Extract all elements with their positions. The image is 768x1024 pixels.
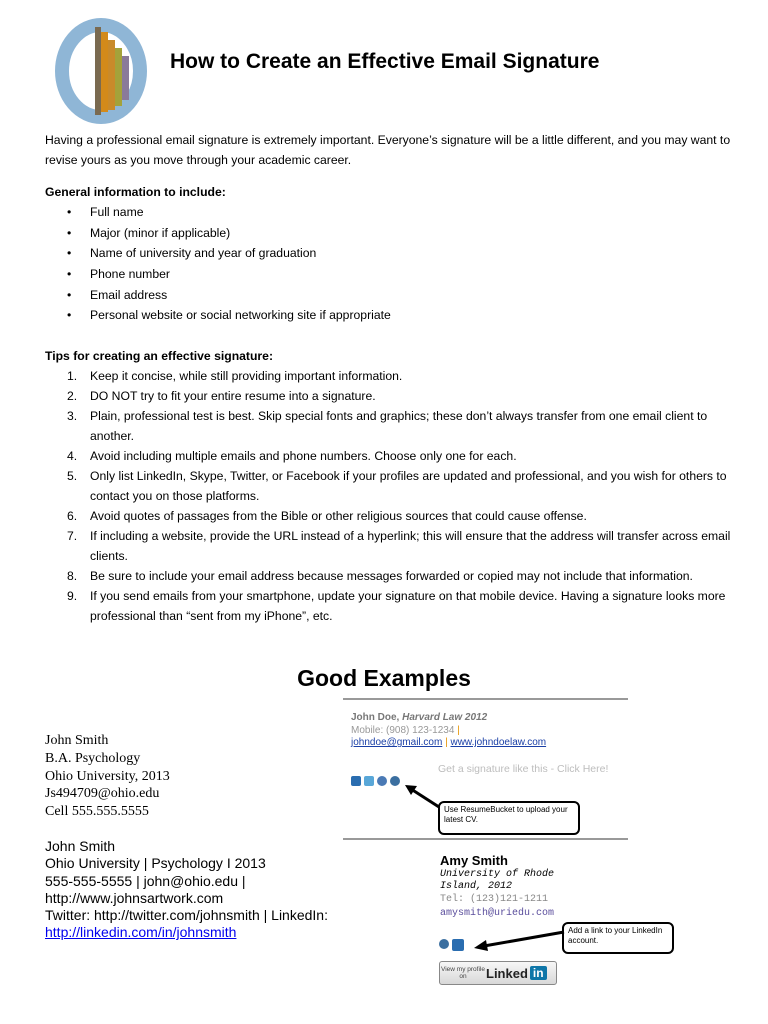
list-item: • Phone number xyxy=(45,264,735,285)
intro-paragraph: Having a professional email signature is extremely important. Everyone’s signature will be a little different, and you may want to revise yours as you move through your academic career. xyxy=(45,133,731,167)
list-number: 4. xyxy=(67,449,78,463)
list-item xyxy=(45,386,735,406)
list-item xyxy=(45,566,735,586)
list-text: Plain, professional test is best. Skip special fonts and graphics; these don’t always transfer from one email client to another. xyxy=(90,409,708,443)
general-info-heading: General information to include: xyxy=(45,185,226,199)
list-number: 8. xyxy=(67,569,78,583)
sig-name: John Smith xyxy=(45,733,109,748)
list-text: If you send emails from your smartphone, update your signature on that mobile device. Having a signature looks more professional than “sent from my iPhone”, etc. xyxy=(90,589,726,623)
list-item: • Name of university and year of graduation xyxy=(45,243,735,264)
list-item xyxy=(45,526,735,566)
list-item xyxy=(45,586,735,626)
list-number: 6. xyxy=(67,509,78,523)
list-text: Be sure to include your email address because messages forwarded or copied may not include that information. xyxy=(90,569,693,583)
list-number: 3. xyxy=(67,409,78,423)
page-title: How to Create an Effective Email Signature xyxy=(170,50,600,73)
linkedin-icon[interactable] xyxy=(452,939,464,951)
sig-email[interactable]: amysmith@uriedu.com xyxy=(440,908,555,919)
sig-social: Twitter: http://twitter.com/johnsmith | LinkedIn: xyxy=(45,907,328,924)
sig-website: http://www.johnsartwork.com xyxy=(45,889,224,906)
sig-phone: Tel: (123)121-1211 xyxy=(440,894,549,905)
website-link[interactable]: www.johndoelaw.com xyxy=(450,737,547,748)
general-info-list xyxy=(45,202,735,326)
list-item: • Email address xyxy=(45,285,735,306)
list-number: 5. xyxy=(67,469,78,483)
tips-heading: Tips for creating an effective signature: xyxy=(45,349,274,363)
sig-school: University of Rhode Island, 2012 xyxy=(440,869,555,892)
list-item: • Personal website or social networking site if appropriate xyxy=(45,305,735,326)
list-number: 9. xyxy=(67,589,78,603)
sig-school: Ohio University | Psychology I 2013 xyxy=(45,855,266,872)
sig-email: Js494709@ohio.edu xyxy=(45,786,160,802)
list-text: Avoid quotes of passages from the Bible or other religious sources that could cause offense. xyxy=(90,509,587,523)
email-link[interactable]: johndoe@gmail.com xyxy=(351,737,443,748)
resumebucket-icon[interactable] xyxy=(439,939,449,949)
linkedin-icon[interactable] xyxy=(351,776,361,786)
separator: | xyxy=(445,737,448,748)
signature-sample-john-doe xyxy=(343,698,628,840)
separator: | xyxy=(457,725,460,736)
sig-mobile-text: Mobile: (908) 123-1234 xyxy=(351,725,455,736)
social-icons xyxy=(439,939,464,951)
university-logo xyxy=(55,18,147,124)
list-item xyxy=(45,446,735,466)
callout-resumebucket: Use ResumeBucket to upload your latest CV. xyxy=(438,801,580,835)
linkedin-link[interactable]: http://linkedin.com/in/johnsmith xyxy=(45,924,237,941)
sig-school: Ohio University, 2013 xyxy=(45,768,170,784)
sig-mobile xyxy=(351,725,460,736)
example-signature-1 xyxy=(45,732,170,821)
badge-wordmark: Linked xyxy=(486,965,528,981)
example-signature-2 xyxy=(45,838,328,942)
social-icons xyxy=(351,776,400,786)
list-item xyxy=(45,406,735,446)
arrow-icon xyxy=(405,783,441,809)
sig-contact: 555-555-5555 | john@ohio.edu | xyxy=(45,872,246,889)
list-number: 1. xyxy=(67,369,78,383)
list-item: • Major (minor if applicable) xyxy=(45,223,735,244)
callout-linkedin: Add a link to your LinkedIn account. xyxy=(562,922,674,954)
sig-school: Harvard Law 2012 xyxy=(402,712,488,723)
sig-name: Amy Smith xyxy=(440,853,508,868)
good-examples-heading: Good Examples xyxy=(297,665,471,691)
linkedin-profile-badge[interactable] xyxy=(439,961,557,985)
sig-links xyxy=(351,737,546,748)
list-text: Keep it concise, while still providing important information. xyxy=(90,369,403,383)
tips-list xyxy=(45,366,735,626)
list-text: Only list LinkedIn, Skype, Twitter, or Facebook if your profiles are updated and professional, and you wish for others to contact you on those platforms. xyxy=(90,469,727,503)
sig-name-text: John Doe, xyxy=(351,712,400,723)
arrow-icon xyxy=(474,928,566,952)
list-number: 2. xyxy=(67,389,78,403)
sig-name: John Smith xyxy=(45,838,116,854)
list-item: • Full name xyxy=(45,202,735,223)
resumebucket-icon[interactable] xyxy=(390,776,400,786)
sig-name xyxy=(351,712,487,723)
sig-degree: B.A. Psychology xyxy=(45,750,141,766)
badge-caption: View my profile on xyxy=(441,966,485,980)
list-item xyxy=(45,506,735,526)
sig-cell: Cell 555.555.5555 xyxy=(45,804,149,820)
twitter-icon[interactable] xyxy=(364,776,374,786)
list-item xyxy=(45,366,735,386)
signature-cta-link[interactable]: Get a signature like this - Click Here! xyxy=(438,763,609,775)
list-item xyxy=(45,466,735,506)
linkedin-icon: in xyxy=(530,966,547,980)
list-text: If including a website, provide the URL instead of a hyperlink; this will ensure that the address will transfer across email clients. xyxy=(90,529,731,563)
signature-sample-amy-smith xyxy=(430,850,690,990)
list-text: Avoid including multiple emails and phone numbers. Choose only one for each. xyxy=(90,449,517,463)
list-text: DO NOT try to fit your entire resume into a signature. xyxy=(90,389,376,403)
list-number: 7. xyxy=(67,529,78,543)
wordpress-icon[interactable] xyxy=(377,776,387,786)
